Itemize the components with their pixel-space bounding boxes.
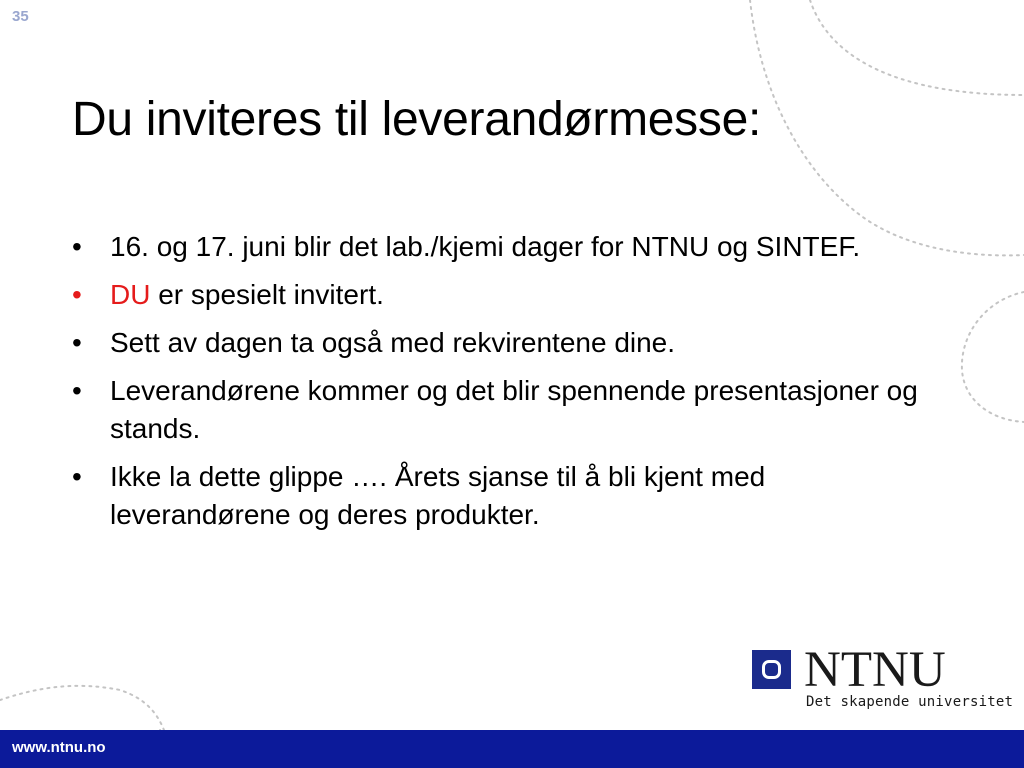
footer-bar — [0, 730, 1024, 768]
bullet-text: Ikke la dette glippe …. Årets sjanse til å bli kjent med leverandørene og deres produkter. — [110, 461, 766, 530]
slide-number: 35 — [12, 8, 29, 25]
bullet-item — [72, 324, 932, 362]
bullet-marker: • — [72, 375, 82, 406]
ntnu-logo — [752, 642, 1014, 716]
logo-tagline: Det skapende universitet — [806, 694, 1014, 710]
bullet-text: er spesielt invitert. — [150, 279, 384, 310]
bullet-text: Sett av dagen ta også med rekvirentene dine. — [110, 327, 676, 358]
bullet-text: Leverandørene kommer og det blir spennende presentasjoner og stands. — [110, 375, 918, 444]
bullet-marker: • — [72, 327, 82, 358]
footer-url: www.ntnu.no — [12, 739, 106, 756]
logo-name: NTNU — [804, 642, 946, 698]
bullet-list — [72, 228, 932, 544]
bullet-marker: • — [72, 279, 82, 310]
bullet-text: 16. og 17. juni blir det lab./kjemi dager for NTNU og SINTEF. — [110, 231, 861, 262]
slide-title: Du inviteres til leverandørmesse: — [72, 93, 762, 146]
bullet-item — [72, 458, 932, 534]
bullet-highlight-text: DU — [110, 279, 151, 310]
bullet-item — [72, 228, 932, 266]
ntnu-logo-icon — [752, 650, 791, 689]
bullet-marker: • — [72, 231, 82, 262]
bullet-item — [72, 372, 932, 448]
bullet-item — [72, 276, 932, 314]
bullet-marker: • — [72, 461, 82, 492]
